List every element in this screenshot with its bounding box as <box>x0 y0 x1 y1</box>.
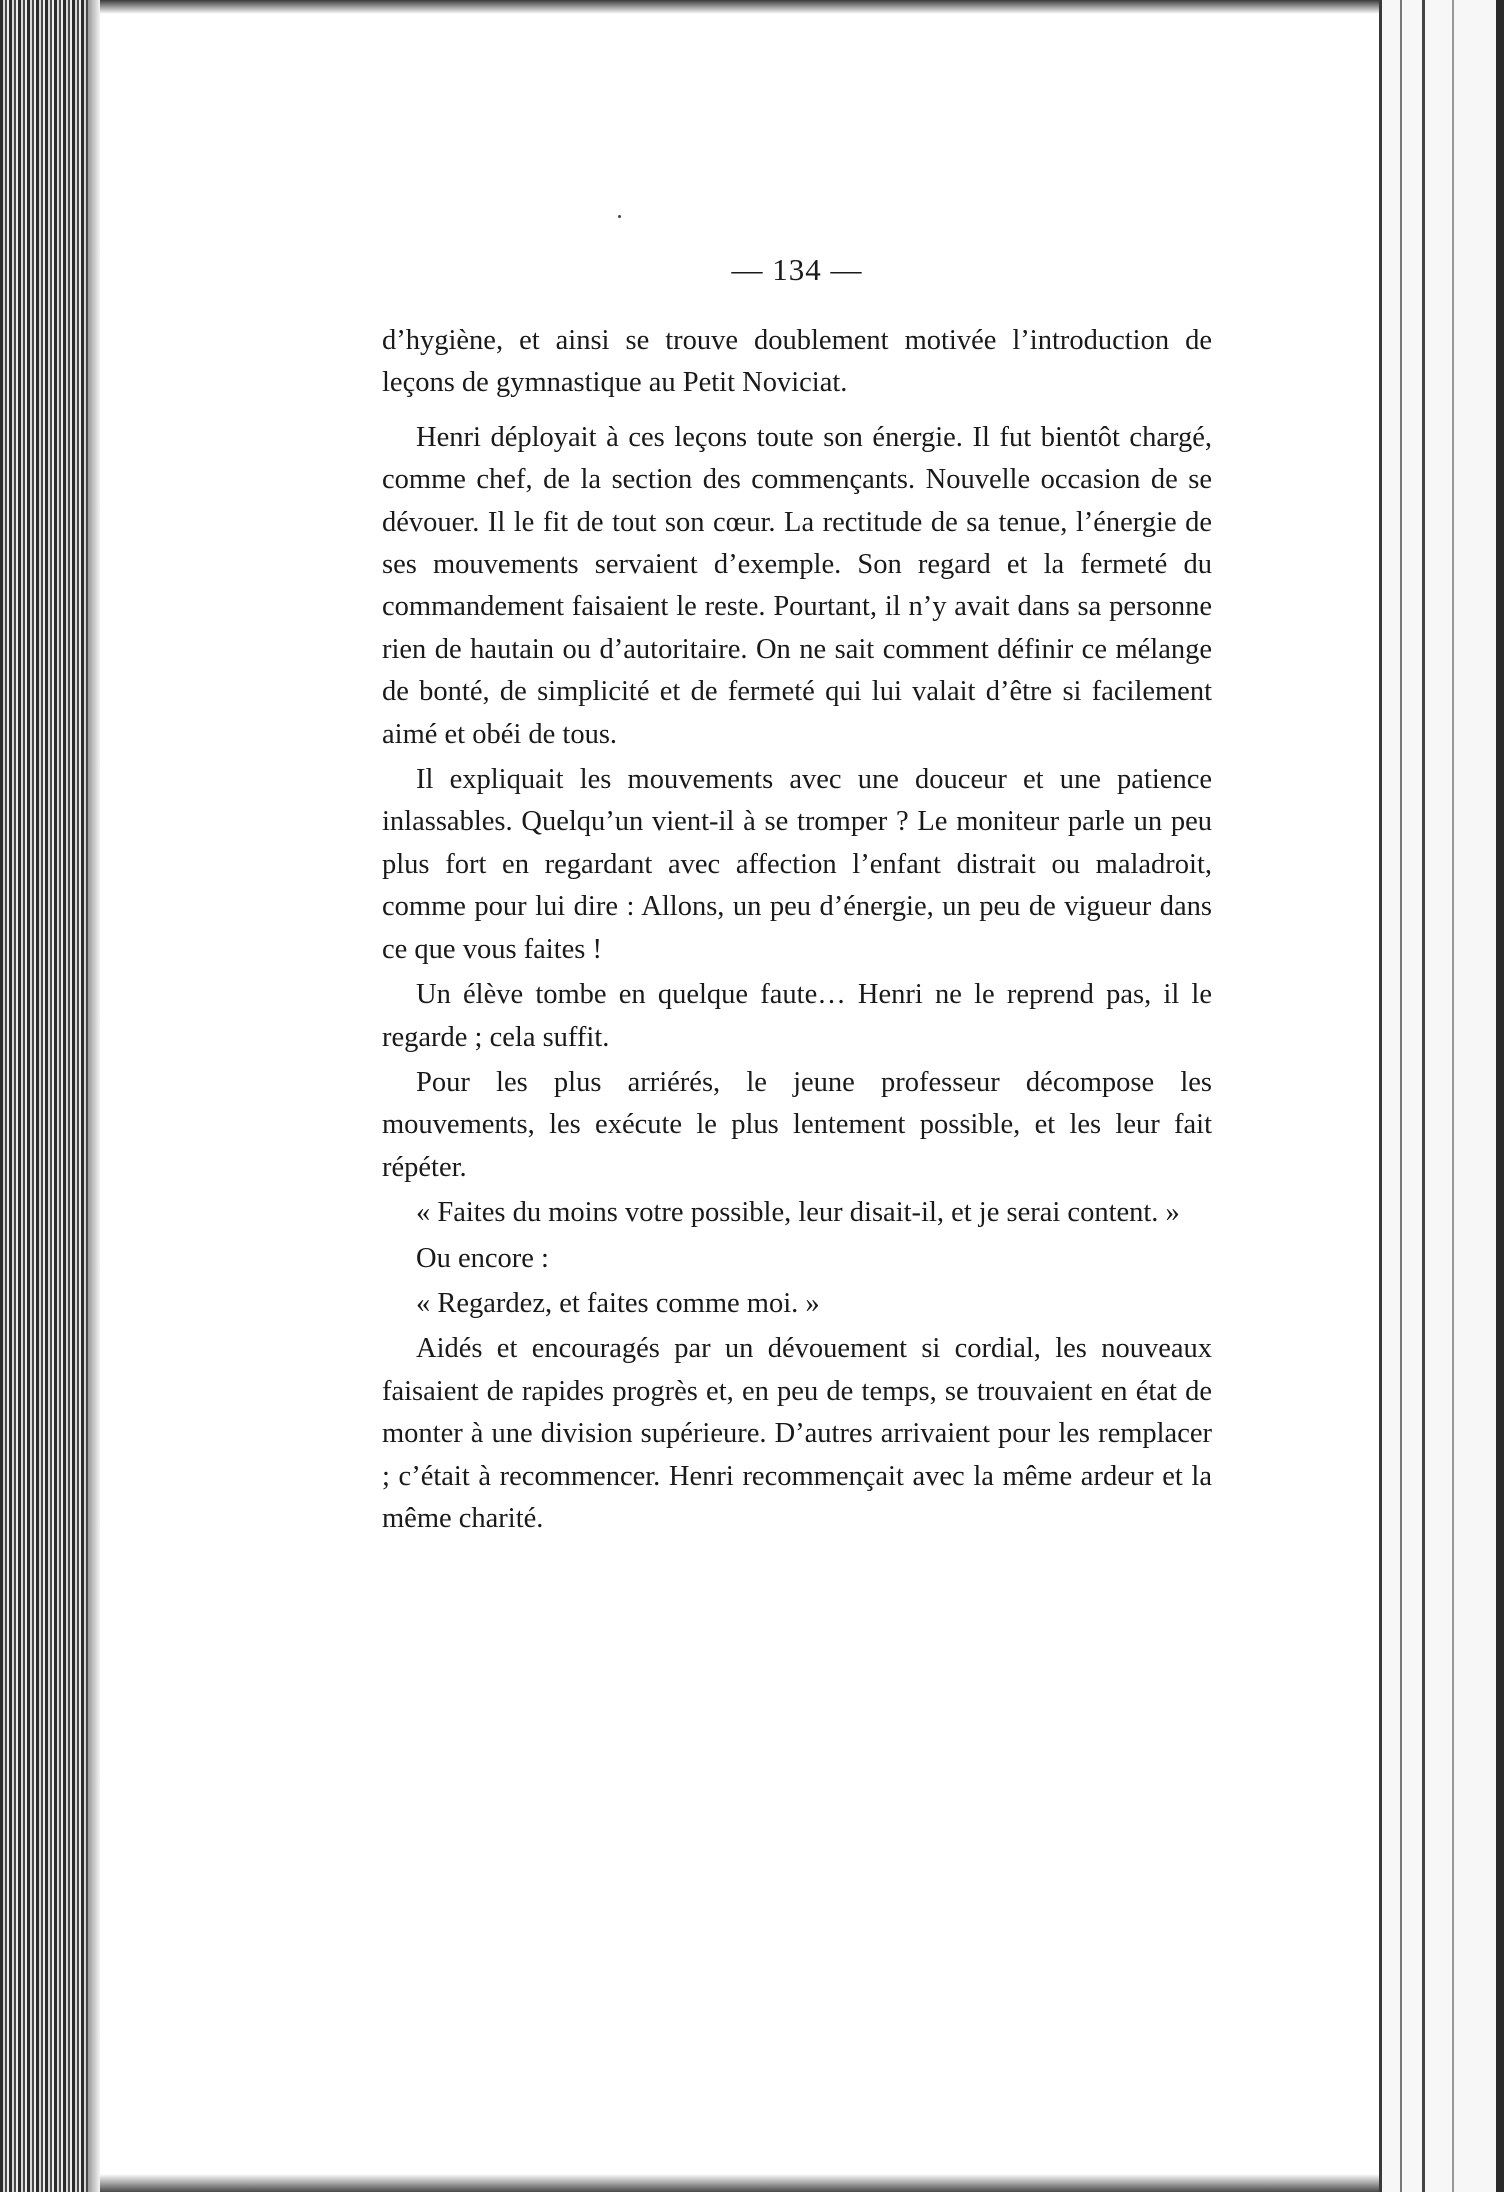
page-edge-line <box>1496 0 1504 2192</box>
paragraph: Un élève tombe en quelque faute… Henri ne le reprend pas, il le regarde ; cela suffit. <box>382 979 1212 1053</box>
next-page-edge <box>1379 0 1504 2192</box>
book-edge-left <box>0 0 100 2192</box>
paragraph: d’hygiène, et ainsi se trouve doublement motivée l’introduction de leçons de gymnastique au Petit Noviciat. <box>382 325 1212 399</box>
page-text <box>382 320 1212 1543</box>
scan-speck <box>618 215 621 218</box>
page-number: — 134 — <box>731 252 863 287</box>
page-edge-line <box>1400 0 1402 2192</box>
paragraph: Ou encore : <box>416 1242 549 1274</box>
page-edge-line <box>1422 0 1425 2192</box>
paragraph: « Faites du moins votre possible, leur disait-il, et je serai content. » <box>416 1197 1180 1229</box>
top-page-edge <box>100 0 1382 14</box>
paragraph: « Regardez, et faites comme moi. » <box>416 1287 820 1319</box>
paragraph: Pour les plus arriérés, le jeune professeur décompose les mouvements, les exécute le plus lentement possible, et les leur fait répéter. <box>382 1066 1212 1183</box>
bottom-page-edge <box>100 2174 1382 2192</box>
paragraph: Il expliquait les mouvements avec une douceur et une patience inlassables. Quelqu’un vient-il à se tromper ? Le moniteur parle un peu plus fort en regardant avec affection l’enfant distrait ou maladroit, comme pour lui dire : Allons, un peu d’énergie, un peu de vigueur dans ce que vous faites ! <box>382 764 1212 965</box>
page-edge-line <box>1452 0 1454 2192</box>
paragraph: Aidés et encouragés par un dévouement si cordial, les nouveaux faisaient de rapides progrès et, en peu de temps, se trouvaient en état de monter à une division supérieure. D’autres arrivaient pour les remplacer ; c’était à recommencer. Henri recommençait avec la même ardeur et la même charité. <box>382 1333 1212 1534</box>
paragraph: Henri déployait à ces leçons toute son énergie. Il fut bientôt chargé, comme chef, de la section des commençants. Nouvelle occasion de se dévouer. Il le fit de tout son cœur. La rectitude de sa tenue, l’énergie de ses mouvements servaient d’exemple. Son regard et la fermeté du commandement faisaient le reste. Pourtant, il n’y avait dans sa personne rien de hautain ou d’autoritaire. On ne sait comment définir ce mélange de bonté, de simplicité et de fermeté qui lui valait d’être si facilement aimé et obéi de tous. <box>382 421 1212 750</box>
